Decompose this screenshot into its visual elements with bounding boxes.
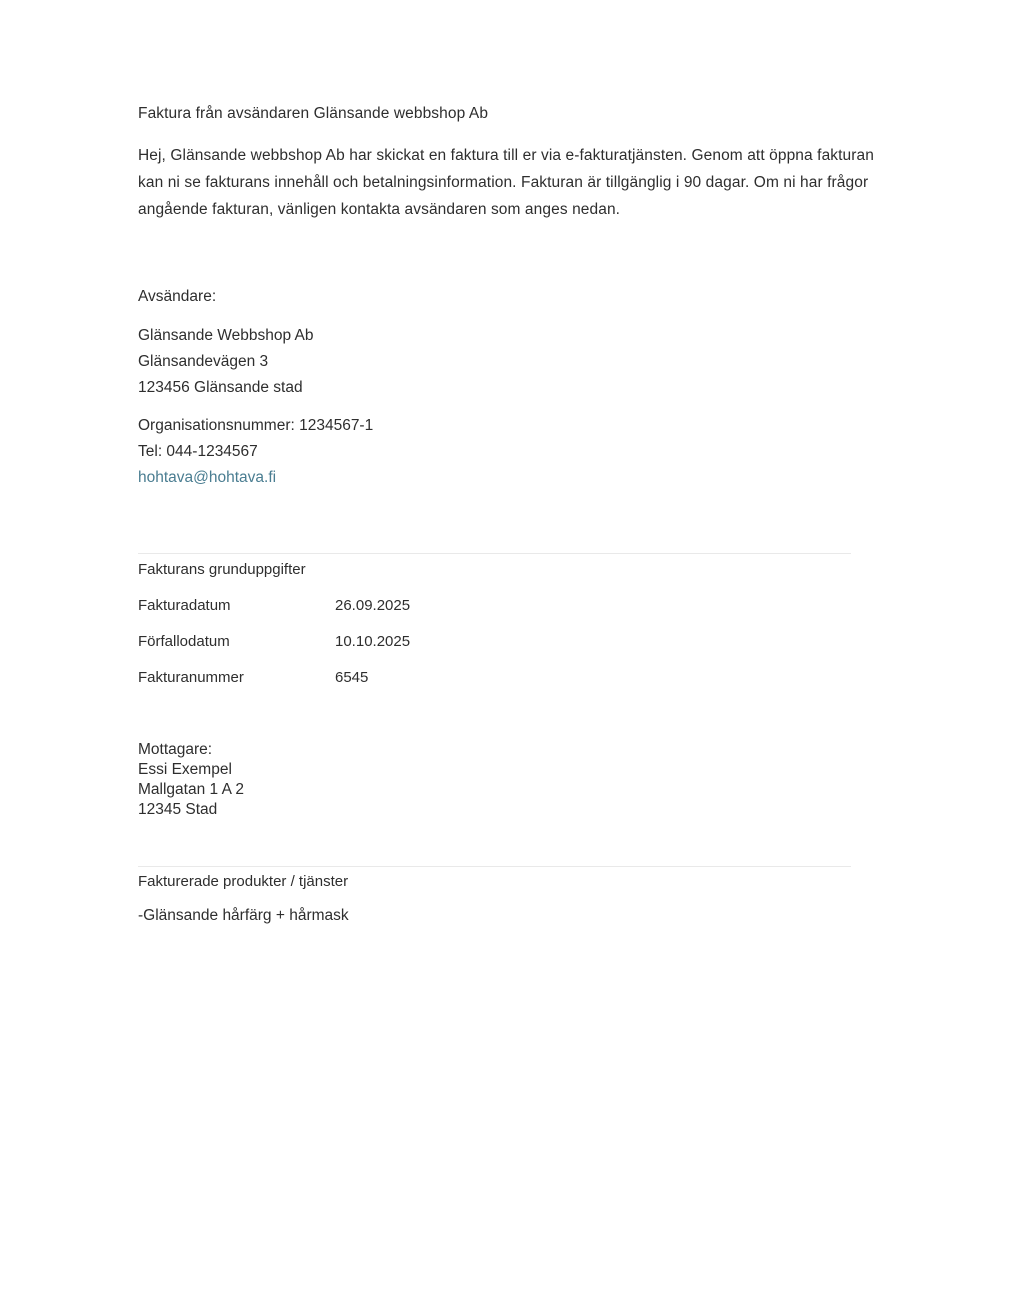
invoice-date-label: Fakturadatum — [138, 597, 231, 614]
recipient-section — [138, 740, 893, 820]
sender-contact — [138, 413, 893, 491]
table-row — [138, 596, 893, 616]
due-date-label: Förfallodatum — [138, 633, 230, 650]
recipient-city: 12345 Stad — [138, 801, 218, 818]
page-title: Faktura från avsändaren Glänsande webbshop Ab — [138, 105, 489, 122]
sender-name: Glänsande Webbshop Ab — [138, 327, 314, 344]
recipient-street: Mallgatan 1 A 2 — [138, 781, 244, 798]
sender-section — [138, 287, 893, 491]
sender-city: 123456 Glänsande stad — [138, 379, 303, 396]
recipient-heading: Mottagare: — [138, 741, 213, 758]
invoice-basics-heading: Fakturans grunduppgifter — [138, 561, 306, 578]
section-divider — [138, 866, 851, 867]
invoice-basics-table — [138, 596, 893, 688]
due-date-value: 10.10.2025 — [335, 633, 411, 650]
recipient-name: Essi Exempel — [138, 761, 232, 778]
invoice-number-label: Fakturanummer — [138, 669, 244, 686]
invoice-number-value: 6545 — [335, 669, 369, 686]
sender-phone: Tel: 044-1234567 — [138, 443, 258, 460]
table-row — [138, 632, 893, 652]
section-divider — [138, 553, 851, 554]
invoice-date-value: 26.09.2025 — [335, 597, 411, 614]
sender-heading: Avsändare: — [138, 288, 217, 305]
product-item: -Glänsande hårfärg + hårmask — [138, 907, 349, 924]
sender-street: Glänsandevägen 3 — [138, 353, 269, 370]
invoice-basics-section — [138, 560, 893, 688]
sender-address — [138, 323, 893, 401]
intro-paragraph: Hej, Glänsande webbshop Ab har skickat en faktura till er via e-fakturatjänsten. Genom att öppna fakturan kan ni se fakturans innehåll och betalningsinformation. Fakturan är tillgänglig i 90 dagar. Om ni har frågor angående fakturan, vänligen kontakta avsändaren som anges nedan. — [138, 147, 874, 218]
sender-org-number: Organisationsnummer: 1234567-1 — [138, 417, 374, 434]
sender-email-link[interactable]: hohtava@hohtava.fi — [138, 469, 277, 486]
products-section — [138, 872, 893, 926]
table-row — [138, 668, 893, 688]
products-heading: Fakturerade produkter / tjänster — [138, 873, 349, 890]
